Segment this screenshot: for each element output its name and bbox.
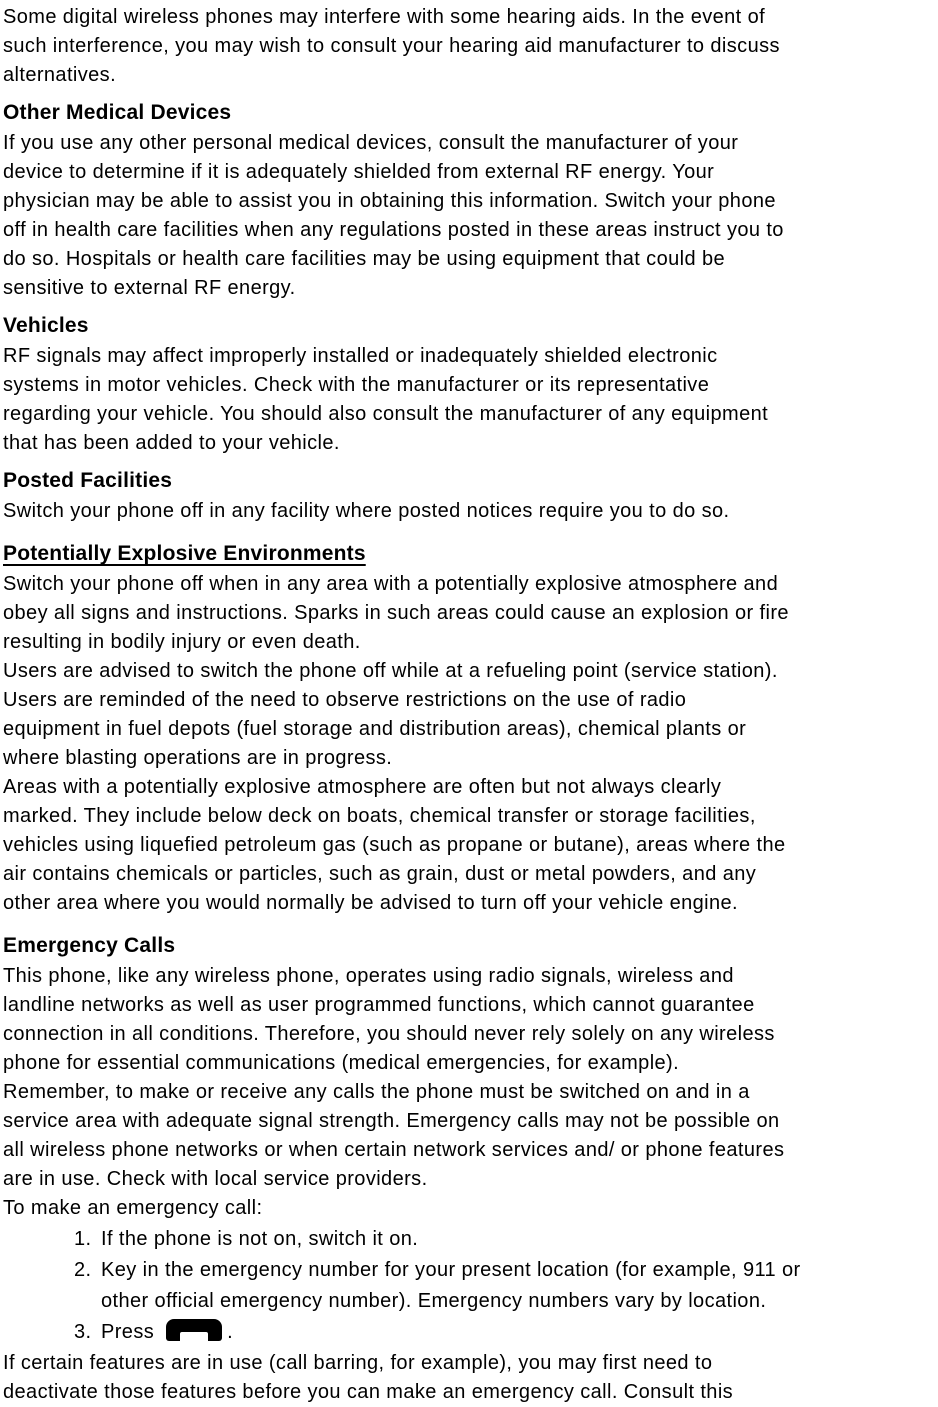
text-line: Switch your phone off in any facility where posted notices require you to do so.: [3, 500, 730, 522]
section-heading: Vehicles: [3, 314, 89, 337]
text-line: If certain features are in use (call barring, for example), you may first need to: [3, 1352, 713, 1374]
list-item-body: [101, 1224, 418, 1255]
text-line: If you use any other personal medical devices, consult the manufacturer of your: [3, 132, 739, 154]
text-line: connection in all conditions. Therefore, you should never rely solely on any wireless: [3, 1023, 775, 1045]
paragraph: [3, 342, 938, 458]
list-item-body: [101, 1255, 801, 1317]
text-line: alternatives.: [3, 64, 117, 86]
list-item-number: 1.: [74, 1228, 92, 1250]
text-line: other official emergency number). Emergency numbers vary by location.: [101, 1290, 767, 1312]
text-line: marked. They include below deck on boats, chemical transfer or storage facilities,: [3, 805, 756, 827]
text-line: regarding your vehicle. You should also consult the manufacturer of any equipment: [3, 403, 769, 425]
text-line: Switch your phone off when in any area with a potentially explosive atmosphere and: [3, 573, 779, 595]
text-line: where blasting operations are in progress.: [3, 747, 393, 769]
text-line: device to determine if it is adequately shielded from external RF energy. Your: [3, 161, 715, 183]
text-line: Areas with a potentially explosive atmosphere are often but not always clearly: [3, 776, 722, 798]
text-line: off in health care facilities when any regulations posted in these areas instruct you to: [3, 219, 784, 241]
ordered-list: [3, 1224, 938, 1348]
text-line: Press .: [101, 1321, 234, 1343]
section-heading: Potentially Explosive Environments: [3, 542, 366, 565]
text-line: To make an emergency call:: [3, 1197, 263, 1219]
text-line: Some digital wireless phones may interfere with some hearing aids. In the event of: [3, 6, 766, 28]
paragraph: [3, 129, 938, 303]
paragraph: [3, 962, 938, 1078]
list-item: [3, 1255, 938, 1317]
text-line: other area where you would normally be advised to turn off your vehicle engine.: [3, 892, 738, 914]
text-line: systems in motor vehicles. Check with the manufacturer or its representative: [3, 374, 710, 396]
paragraph: [3, 570, 938, 657]
list-item: [3, 1317, 938, 1348]
text-line: Key in the emergency number for your present location (for example, 911 or: [101, 1259, 801, 1281]
section-heading: Other Medical Devices: [3, 101, 232, 124]
text-line: air contains chemicals or particles, such as grain, dust or metal powders, and any: [3, 863, 757, 885]
text-line: vehicles using liquefied petroleum gas (such as propane or butane), areas where the: [3, 834, 786, 856]
call-key-icon: [166, 1319, 222, 1341]
text-line: do so. Hospitals or health care facilities may be using equipment that could be: [3, 248, 725, 270]
text-line: Remember, to make or receive any calls the phone must be switched on and in a: [3, 1081, 750, 1103]
text-line: deactivate those features before you can make an emergency call. Consult this: [3, 1381, 734, 1403]
paragraph: [3, 3, 938, 90]
text-line: equipment in fuel depots (fuel storage and distribution areas), chemical plants or: [3, 718, 747, 740]
list-item-number: 3.: [74, 1321, 92, 1343]
text-line: obey all signs and instructions. Sparks in such areas could cause an explosion or fire: [3, 602, 789, 624]
section-heading: Emergency Calls: [3, 934, 176, 957]
list-item-number: 2.: [74, 1259, 92, 1281]
text-line: resulting in bodily injury or even death.: [3, 631, 361, 653]
paragraph: [3, 657, 938, 773]
text-line: are in use. Check with local service providers.: [3, 1168, 428, 1190]
text-line: If the phone is not on, switch it on.: [101, 1228, 419, 1250]
list-item: [3, 1224, 938, 1255]
text-line: such interference, you may wish to consult your hearing aid manufacturer to discuss: [3, 35, 780, 57]
paragraph: [3, 773, 938, 918]
text-line: service area with adequate signal strength. Emergency calls may not be possible on: [3, 1110, 780, 1132]
text-line: landline networks as well as user programmed functions, which cannot guarantee: [3, 994, 755, 1016]
text-line: all wireless phone networks or when certain network services and/ or phone features: [3, 1139, 785, 1161]
text-line: sensitive to external RF energy.: [3, 277, 296, 299]
text-line: Users are advised to switch the phone off while at a refueling point (service station).: [3, 660, 778, 682]
text-line: phone for essential communications (medical emergencies, for example).: [3, 1052, 680, 1074]
paragraph: [3, 1349, 938, 1407]
paragraph: [3, 497, 938, 526]
text-line: RF signals may affect improperly installed or inadequately shielded electronic: [3, 345, 718, 367]
text-line: Users are reminded of the need to observe restrictions on the use of radio: [3, 689, 687, 711]
section-heading: Posted Facilities: [3, 469, 173, 492]
list-item-body: [101, 1317, 233, 1348]
text-line: This phone, like any wireless phone, operates using radio signals, wireless and: [3, 965, 734, 987]
paragraph: [3, 1078, 938, 1194]
text-line: that has been added to your vehicle.: [3, 432, 340, 454]
paragraph: [3, 1194, 938, 1223]
text-line: physician may be able to assist you in obtaining this information. Switch your phone: [3, 190, 776, 212]
